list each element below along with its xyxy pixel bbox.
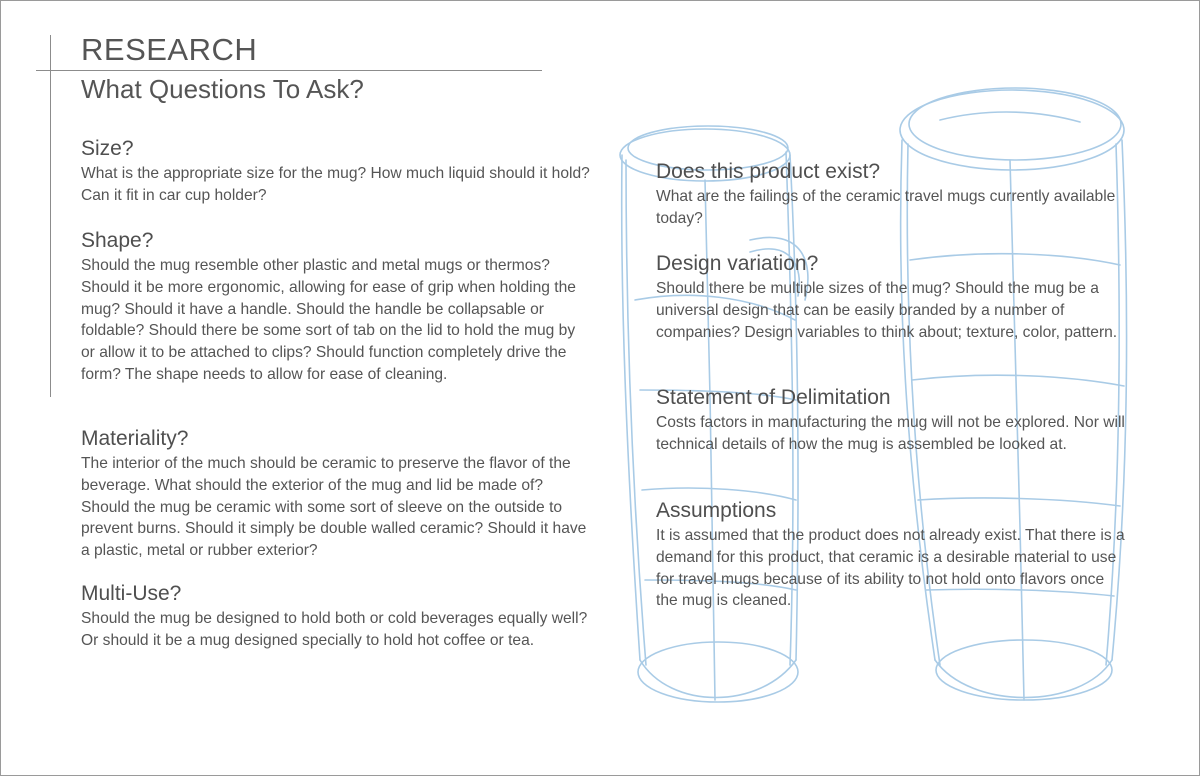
section-heading: Statement of Delimitation: [656, 386, 891, 409]
section-heading: Multi-Use?: [81, 582, 182, 605]
section-design-variation: [656, 252, 1126, 343]
section-heading: Assumptions: [656, 499, 777, 522]
section-body: It is assumed that the product does not already exist. That there is a demand for this product, that ceramic is a desirable material to use for travel mugs because of its ability to not hold onto flavors once the mug is cleaned.: [656, 527, 1125, 610]
section-body: The interior of the much should be ceramic to preserve the flavor of the beverage. What should the exterior of the mug and lid be made of? Should the mug be ceramic with some sort of sleeve on the outside to prevent burns. Should it simply be double walled ceramic? Should it have a plastic, metal or rubber exterior?: [81, 455, 587, 560]
section-shape: [81, 229, 591, 386]
section-body: Should there be multiple sizes of the mug? Should the mug be a universal design that can be easily branded by a number of companies? Design variables to think about; texture, color, pattern.: [656, 280, 1118, 341]
section-heading: Materiality?: [81, 427, 189, 450]
section-body: What is the appropriate size for the mug? How much liquid should it hold? Can it fit in car cup holder?: [81, 165, 590, 204]
section-body: Costs factors in manufacturing the mug will not be explored. Nor will technical details of how the mug is assembled be looked at.: [656, 414, 1125, 453]
vertical-rule: [50, 35, 51, 397]
section-heading: Shape?: [81, 229, 154, 252]
section-assumptions: [656, 499, 1126, 612]
section-body: What are the failings of the ceramic travel mugs currently available today?: [656, 188, 1116, 227]
section-heading: Size?: [81, 137, 134, 160]
section-body: Should the mug resemble other plastic and metal mugs or thermos? Should it be more ergonomic, allowing for ease of grip when holding the mug? Should it have a handle. Should the handle be collapsable or foldable? Should there be some sort of tab on the lid to hold the mug by or allow it to be attached to clips? Should function completely drive the form? The shape needs to allow for ease of cleaning.: [81, 257, 576, 383]
horizontal-rule: [36, 70, 542, 71]
section-materiality: [81, 427, 591, 562]
section-heading: Design variation?: [656, 252, 819, 275]
page-title: RESEARCH: [81, 32, 258, 67]
section-size: [81, 137, 591, 207]
page-subtitle: What Questions To Ask?: [81, 74, 364, 104]
section-body: Should the mug be designed to hold both or cold beverages equally well? Or should it be a mug designed specially to hold hot coffee or tea.: [81, 610, 588, 649]
section-multi-use: [81, 582, 591, 652]
section-product-exists: [656, 160, 1126, 230]
section-heading: Does this product exist?: [656, 160, 881, 183]
section-delimitation: [656, 386, 1126, 456]
